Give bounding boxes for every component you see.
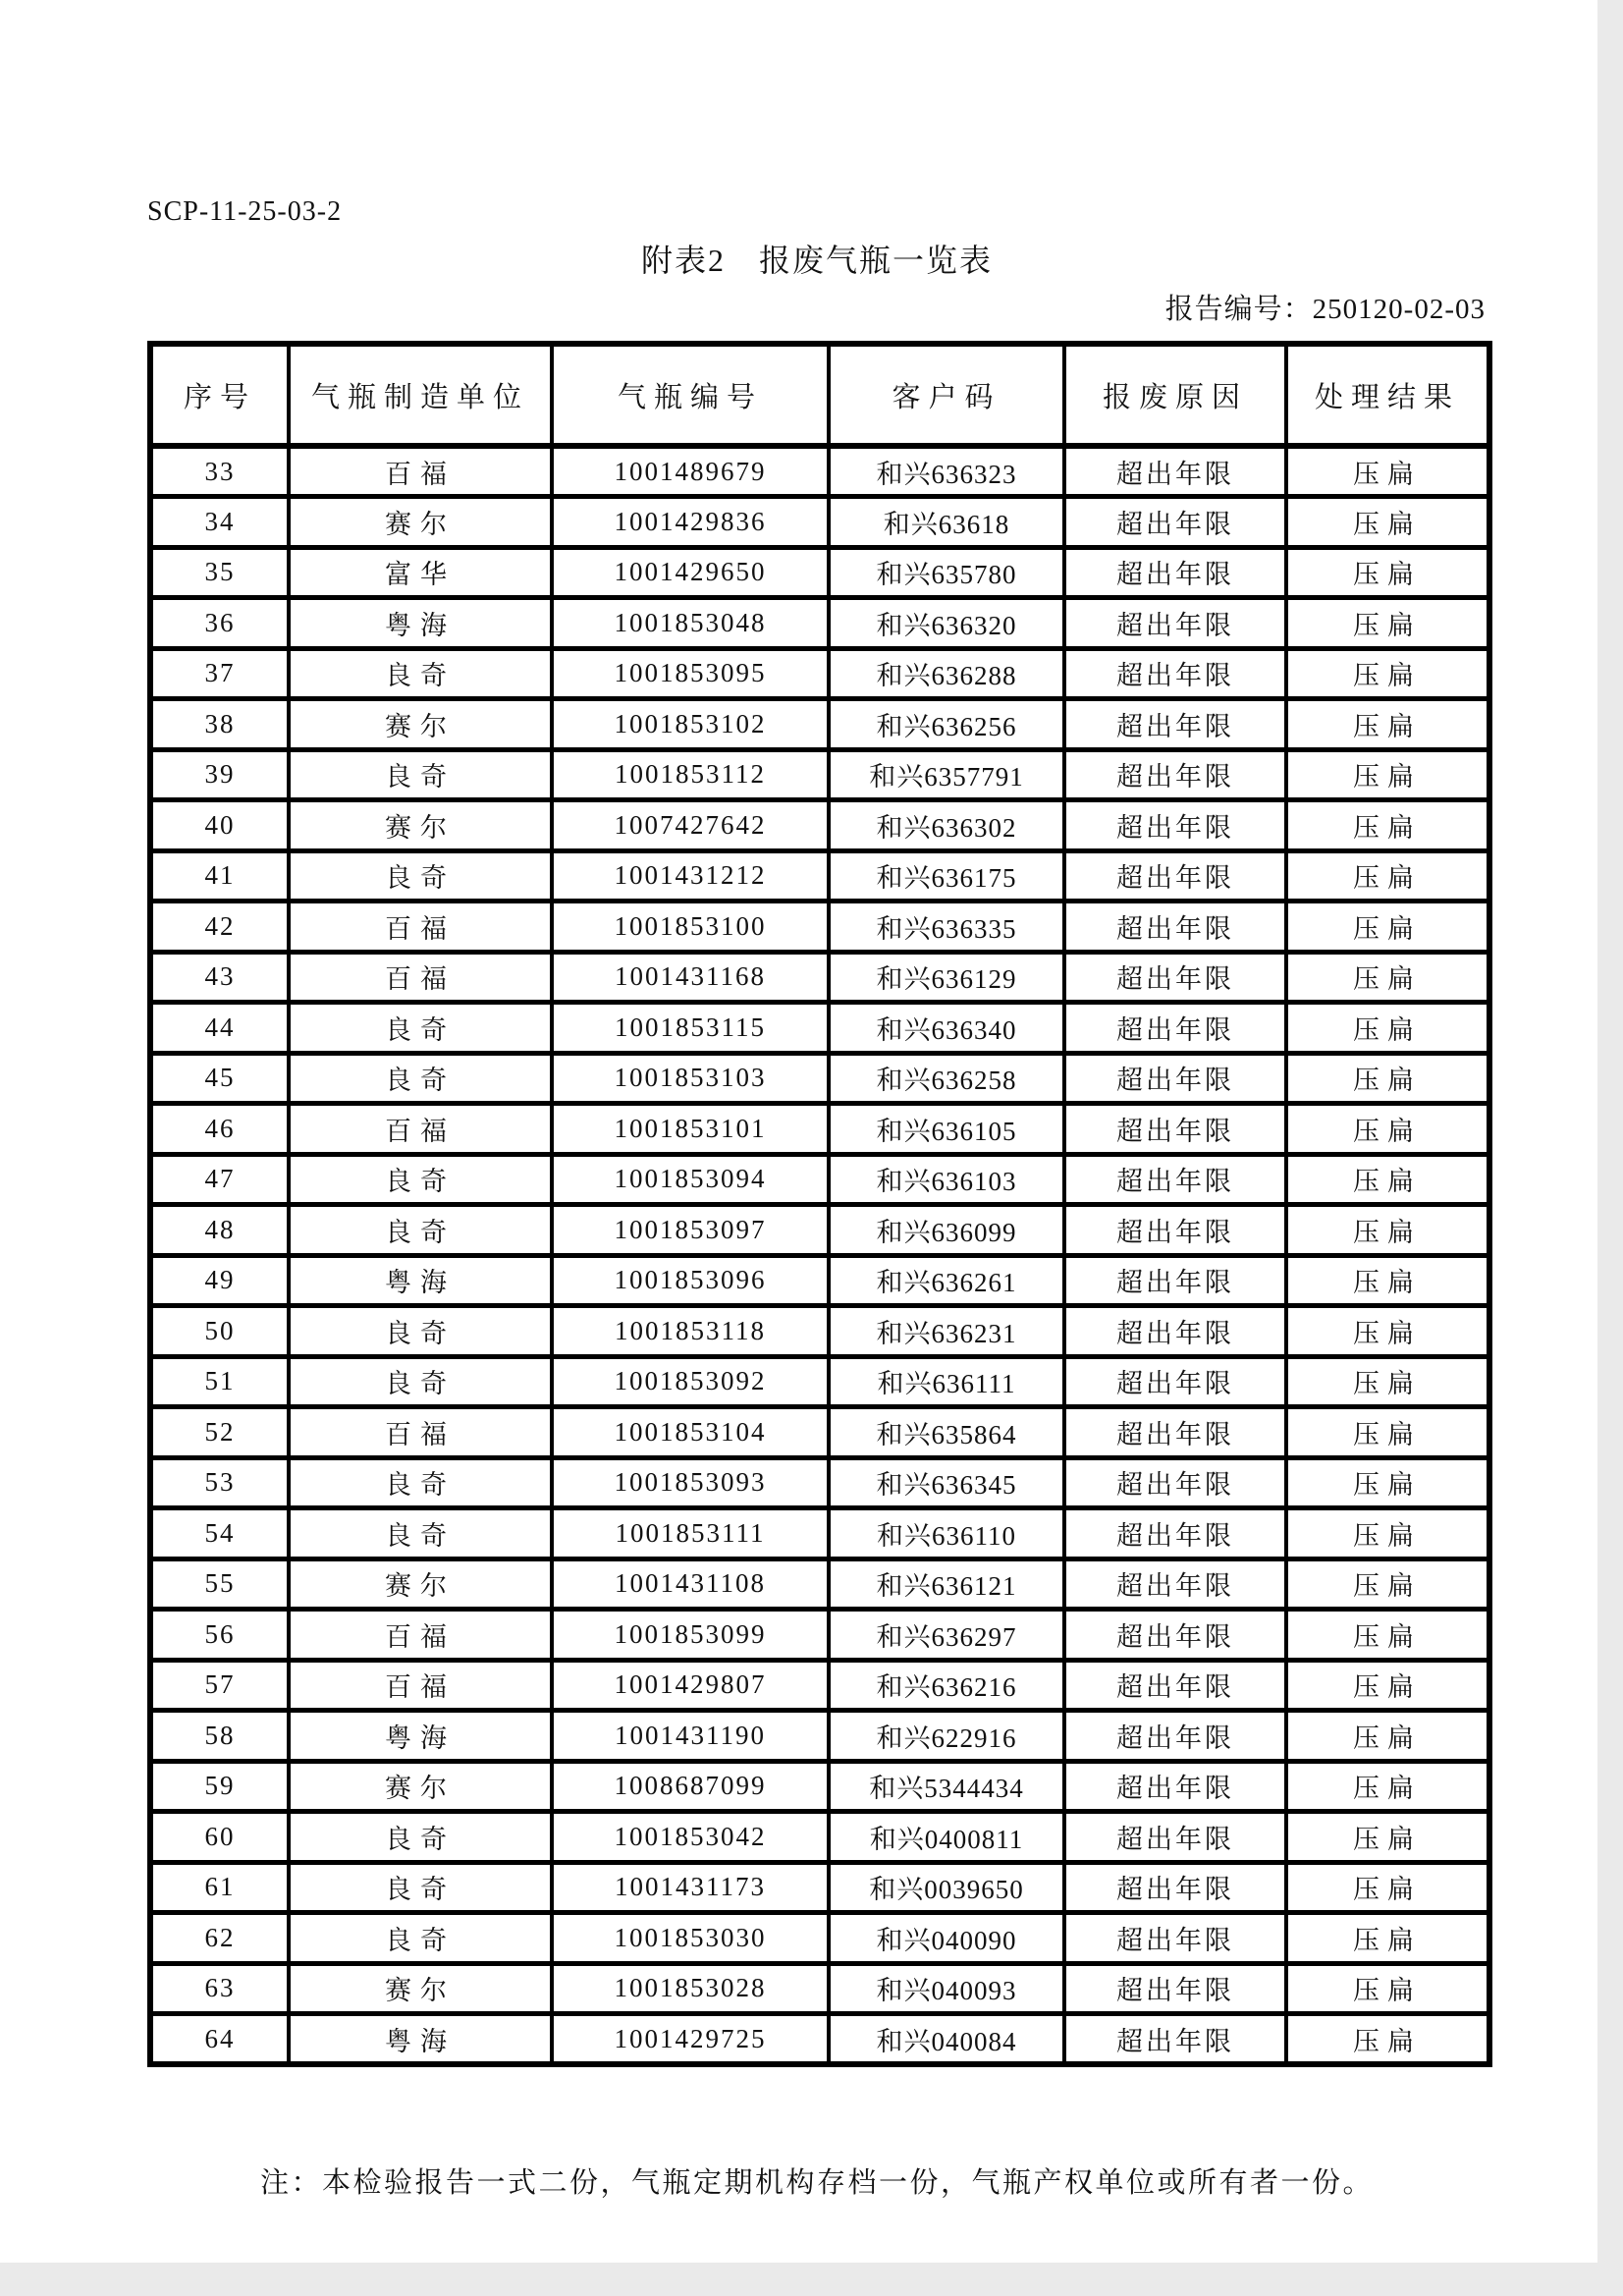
cell-disposal-result: 压扁 [1286,699,1489,750]
cell-serial: 55 [150,1558,289,1610]
cell-scrap-reason: 超出年限 [1064,1053,1286,1104]
cell-customer-code: 和兴636258 [829,1053,1064,1104]
table-row [150,1205,1489,1256]
cell-disposal-result: 压扁 [1286,1862,1489,1913]
cell-cylinder-no: 1001853097 [552,1205,829,1256]
cell-customer-code: 和兴636323 [829,446,1064,497]
cell-serial: 62 [150,1913,289,1964]
cell-manufacturer: 赛尔 [289,1558,552,1610]
cell-scrap-reason: 超出年限 [1064,1104,1286,1155]
cell-customer-code: 和兴636288 [829,648,1064,699]
column-header-1: 气瓶制造单位 [289,344,552,446]
footer-note: 注：本检验报告一式二份，气瓶定期机构存档一份，气瓶产权单位或所有者一份。 [260,2167,1375,2199]
cell-cylinder-no: 1001431190 [552,1711,829,1762]
cell-serial: 51 [150,1356,289,1407]
cell-manufacturer: 百福 [289,902,552,953]
cell-disposal-result: 压扁 [1286,952,1489,1003]
cell-cylinder-no: 1001853101 [552,1104,829,1155]
table-row [150,1104,1489,1155]
cell-manufacturer: 粤海 [289,2014,552,2065]
cell-cylinder-no: 1001853111 [552,1508,829,1559]
table-row [150,648,1489,699]
cell-cylinder-no: 1001429725 [552,2014,829,2065]
cell-disposal-result: 压扁 [1286,1457,1489,1508]
cell-manufacturer: 良奇 [289,1003,552,1054]
cell-serial: 46 [150,1104,289,1155]
cell-manufacturer: 百福 [289,1660,552,1711]
cell-serial: 48 [150,1205,289,1256]
cell-manufacturer: 百福 [289,952,552,1003]
cell-customer-code: 和兴040093 [829,1963,1064,2014]
cell-customer-code: 和兴636110 [829,1508,1064,1559]
cell-disposal-result: 压扁 [1286,1003,1489,1054]
table-row [150,547,1489,598]
cell-scrap-reason: 超出年限 [1064,1457,1286,1508]
cell-disposal-result: 压扁 [1286,497,1489,548]
scan-edge-bottom [0,2263,1623,2296]
cell-disposal-result: 压扁 [1286,749,1489,800]
cell-scrap-reason: 超出年限 [1064,1558,1286,1610]
cell-customer-code: 和兴5344434 [829,1761,1064,1812]
cell-cylinder-no: 1001853099 [552,1610,829,1661]
table-row [150,1913,1489,1964]
cell-manufacturer: 良奇 [289,1205,552,1256]
cell-scrap-reason: 超出年限 [1064,598,1286,649]
cell-serial: 41 [150,850,289,902]
cell-cylinder-no: 1001853118 [552,1306,829,1357]
cell-cylinder-no: 1001429836 [552,497,829,548]
cell-customer-code: 和兴636175 [829,850,1064,902]
cell-manufacturer: 良奇 [289,1812,552,1863]
cell-scrap-reason: 超出年限 [1064,1913,1286,1964]
cell-cylinder-no: 1001853094 [552,1154,829,1205]
table-row [150,598,1489,649]
cell-serial: 59 [150,1761,289,1812]
cell-customer-code: 和兴636340 [829,1003,1064,1054]
cell-cylinder-no: 1001853100 [552,902,829,953]
cell-disposal-result: 压扁 [1286,1104,1489,1155]
table-row [150,1660,1489,1711]
cell-customer-code: 和兴636345 [829,1457,1064,1508]
cell-cylinder-no: 1001853092 [552,1356,829,1407]
cell-customer-code: 和兴636297 [829,1610,1064,1661]
cell-manufacturer: 富华 [289,547,552,598]
cell-customer-code: 和兴636231 [829,1306,1064,1357]
cell-manufacturer: 良奇 [289,1154,552,1205]
cell-customer-code: 和兴6357791 [829,749,1064,800]
cell-scrap-reason: 超出年限 [1064,699,1286,750]
cell-disposal-result: 压扁 [1286,547,1489,598]
cell-scrap-reason: 超出年限 [1064,497,1286,548]
cell-serial: 57 [150,1660,289,1711]
table-row [150,1761,1489,1812]
cell-manufacturer: 良奇 [289,850,552,902]
cell-cylinder-no: 1001429807 [552,1660,829,1711]
cell-scrap-reason: 超出年限 [1064,749,1286,800]
cell-customer-code: 和兴635864 [829,1407,1064,1458]
cell-customer-code: 和兴635780 [829,547,1064,598]
cell-scrap-reason: 超出年限 [1064,850,1286,902]
table-row [150,1711,1489,1762]
cell-cylinder-no: 1001853028 [552,1963,829,2014]
report-number-label: 报告编号： [1164,294,1313,325]
cell-cylinder-no: 1001853115 [552,1003,829,1054]
cell-manufacturer: 百福 [289,1104,552,1155]
cylinder-table [147,341,1492,2067]
cell-cylinder-no: 1001853096 [552,1255,829,1306]
cell-manufacturer: 赛尔 [289,497,552,548]
cell-disposal-result: 压扁 [1286,648,1489,699]
table-row [150,2014,1489,2065]
cell-cylinder-no: 1001853042 [552,1812,829,1863]
table-row [150,1558,1489,1610]
cell-serial: 63 [150,1963,289,2014]
table-row [150,1610,1489,1661]
cell-manufacturer: 良奇 [289,1862,552,1913]
cell-scrap-reason: 超出年限 [1064,800,1286,851]
table-header [150,344,1489,446]
cell-cylinder-no: 1001431212 [552,850,829,902]
cell-serial: 47 [150,1154,289,1205]
cell-disposal-result: 压扁 [1286,1711,1489,1762]
cell-scrap-reason: 超出年限 [1064,1306,1286,1357]
cell-serial: 33 [150,446,289,497]
cell-disposal-result: 压扁 [1286,1255,1489,1306]
cell-cylinder-no: 1001853103 [552,1053,829,1104]
cell-manufacturer: 良奇 [289,1508,552,1559]
table-row [150,1407,1489,1458]
cell-manufacturer: 百福 [289,1610,552,1661]
cell-manufacturer: 百福 [289,1407,552,1458]
cell-customer-code: 和兴636335 [829,902,1064,953]
cell-scrap-reason: 超出年限 [1064,1660,1286,1711]
cell-manufacturer: 良奇 [289,1457,552,1508]
cell-cylinder-no: 1001431173 [552,1862,829,1913]
cell-customer-code: 和兴636111 [829,1356,1064,1407]
table-row [150,1003,1489,1054]
cell-manufacturer: 良奇 [289,1913,552,1964]
column-header-4: 报废原因 [1064,344,1286,446]
cell-cylinder-no: 1001853095 [552,648,829,699]
cell-cylinder-no: 1007427642 [552,800,829,851]
column-header-5: 处理结果 [1286,344,1489,446]
cell-disposal-result: 压扁 [1286,1913,1489,1964]
cell-scrap-reason: 超出年限 [1064,1963,1286,2014]
cell-serial: 52 [150,1407,289,1458]
cell-cylinder-no: 1001853030 [552,1913,829,1964]
report-number-line [1165,287,1486,327]
cell-disposal-result: 压扁 [1286,1963,1489,2014]
cell-manufacturer: 赛尔 [289,1963,552,2014]
cell-scrap-reason: 超出年限 [1064,1205,1286,1256]
cell-customer-code: 和兴636099 [829,1205,1064,1256]
table-row [150,1255,1489,1306]
cell-serial: 34 [150,497,289,548]
cell-customer-code: 和兴636129 [829,952,1064,1003]
cell-manufacturer: 粤海 [289,598,552,649]
column-header-0: 序号 [150,344,289,446]
cell-serial: 50 [150,1306,289,1357]
cell-customer-code: 和兴636103 [829,1154,1064,1205]
cell-disposal-result: 压扁 [1286,1761,1489,1812]
table-row [150,952,1489,1003]
cell-serial: 45 [150,1053,289,1104]
cell-customer-code: 和兴0039650 [829,1862,1064,1913]
cell-disposal-result: 压扁 [1286,446,1489,497]
cell-manufacturer: 赛尔 [289,1761,552,1812]
doc-code: SCP-11-25-03-2 [147,196,343,227]
table-row [150,902,1489,953]
cell-serial: 39 [150,749,289,800]
cell-serial: 54 [150,1508,289,1559]
cell-manufacturer: 粤海 [289,1255,552,1306]
cell-serial: 36 [150,598,289,649]
cell-customer-code: 和兴622916 [829,1711,1064,1762]
cell-customer-code: 和兴040084 [829,2014,1064,2065]
cell-scrap-reason: 超出年限 [1064,1812,1286,1863]
table-row [150,800,1489,851]
cell-customer-code: 和兴636320 [829,598,1064,649]
column-header-2: 气瓶编号 [552,344,829,446]
cell-manufacturer: 良奇 [289,1306,552,1357]
table-row [150,446,1489,497]
cell-serial: 44 [150,1003,289,1054]
cell-customer-code: 和兴636216 [829,1660,1064,1711]
cell-disposal-result: 压扁 [1286,850,1489,902]
cell-disposal-result: 压扁 [1286,1205,1489,1256]
cell-scrap-reason: 超出年限 [1064,2014,1286,2065]
cell-cylinder-no: 1001853104 [552,1407,829,1458]
cell-serial: 42 [150,902,289,953]
cell-cylinder-no: 1001853093 [552,1457,829,1508]
cell-disposal-result: 压扁 [1286,1660,1489,1711]
cell-disposal-result: 压扁 [1286,2014,1489,2065]
cell-scrap-reason: 超出年限 [1064,1610,1286,1661]
cell-disposal-result: 压扁 [1286,1558,1489,1610]
cell-serial: 37 [150,648,289,699]
cell-scrap-reason: 超出年限 [1064,1356,1286,1407]
cell-serial: 38 [150,699,289,750]
cell-scrap-reason: 超出年限 [1064,1003,1286,1054]
table-row [150,1862,1489,1913]
cell-disposal-result: 压扁 [1286,598,1489,649]
table-row [150,1053,1489,1104]
cell-scrap-reason: 超出年限 [1064,1407,1286,1458]
cell-scrap-reason: 超出年限 [1064,446,1286,497]
cell-manufacturer: 粤海 [289,1711,552,1762]
cell-disposal-result: 压扁 [1286,1610,1489,1661]
page-title: 附表2 报废气瓶一览表 [640,243,993,278]
report-number-value: 250120-02-03 [1312,294,1486,325]
cell-cylinder-no: 1001489679 [552,446,829,497]
cell-customer-code: 和兴636105 [829,1104,1064,1155]
table-body [150,446,1489,2064]
table-row [150,1154,1489,1205]
cell-serial: 43 [150,952,289,1003]
cell-disposal-result: 压扁 [1286,1356,1489,1407]
table-row [150,1508,1489,1559]
table-row [150,1306,1489,1357]
cell-cylinder-no: 1001853048 [552,598,829,649]
cell-serial: 64 [150,2014,289,2065]
cell-cylinder-no: 1001853102 [552,699,829,750]
table-row [150,1356,1489,1407]
cell-manufacturer: 良奇 [289,1053,552,1104]
cell-customer-code: 和兴63618 [829,497,1064,548]
table-row [150,1812,1489,1863]
cell-scrap-reason: 超出年限 [1064,547,1286,598]
cell-scrap-reason: 超出年限 [1064,902,1286,953]
cell-cylinder-no: 1001431168 [552,952,829,1003]
cell-cylinder-no: 1001429650 [552,547,829,598]
cell-cylinder-no: 1001853112 [552,749,829,800]
cell-manufacturer: 良奇 [289,1356,552,1407]
cell-scrap-reason: 超出年限 [1064,1255,1286,1306]
cell-serial: 61 [150,1862,289,1913]
cell-disposal-result: 压扁 [1286,902,1489,953]
cell-customer-code: 和兴636302 [829,800,1064,851]
cell-serial: 56 [150,1610,289,1661]
cell-scrap-reason: 超出年限 [1064,1862,1286,1913]
cell-scrap-reason: 超出年限 [1064,1711,1286,1762]
cell-scrap-reason: 超出年限 [1064,648,1286,699]
cell-manufacturer: 良奇 [289,749,552,800]
cell-disposal-result: 压扁 [1286,1154,1489,1205]
table-row [150,497,1489,548]
cell-cylinder-no: 1008687099 [552,1761,829,1812]
cell-disposal-result: 压扁 [1286,1407,1489,1458]
cell-scrap-reason: 超出年限 [1064,1761,1286,1812]
cell-disposal-result: 压扁 [1286,1508,1489,1559]
cell-serial: 53 [150,1457,289,1508]
cell-customer-code: 和兴636121 [829,1558,1064,1610]
table-row [150,749,1489,800]
cell-customer-code: 和兴040090 [829,1913,1064,1964]
cell-serial: 35 [150,547,289,598]
cell-scrap-reason: 超出年限 [1064,952,1286,1003]
cell-manufacturer: 良奇 [289,648,552,699]
cell-disposal-result: 压扁 [1286,1812,1489,1863]
cell-customer-code: 和兴0400811 [829,1812,1064,1863]
cell-scrap-reason: 超出年限 [1064,1154,1286,1205]
table-row [150,1963,1489,2014]
cell-disposal-result: 压扁 [1286,800,1489,851]
scan-edge-right [1597,0,1623,2296]
cell-serial: 58 [150,1711,289,1762]
cell-cylinder-no: 1001431108 [552,1558,829,1610]
cell-serial: 40 [150,800,289,851]
table-row [150,850,1489,902]
cell-serial: 60 [150,1812,289,1863]
table-row [150,1457,1489,1508]
cell-manufacturer: 赛尔 [289,699,552,750]
table-header-row [150,344,1489,446]
cell-customer-code: 和兴636261 [829,1255,1064,1306]
cell-manufacturer: 百福 [289,446,552,497]
cell-customer-code: 和兴636256 [829,699,1064,750]
cell-disposal-result: 压扁 [1286,1053,1489,1104]
cell-serial: 49 [150,1255,289,1306]
cell-disposal-result: 压扁 [1286,1306,1489,1357]
column-header-3: 客户码 [829,344,1064,446]
cell-manufacturer: 赛尔 [289,800,552,851]
table-row [150,699,1489,750]
cell-scrap-reason: 超出年限 [1064,1508,1286,1559]
